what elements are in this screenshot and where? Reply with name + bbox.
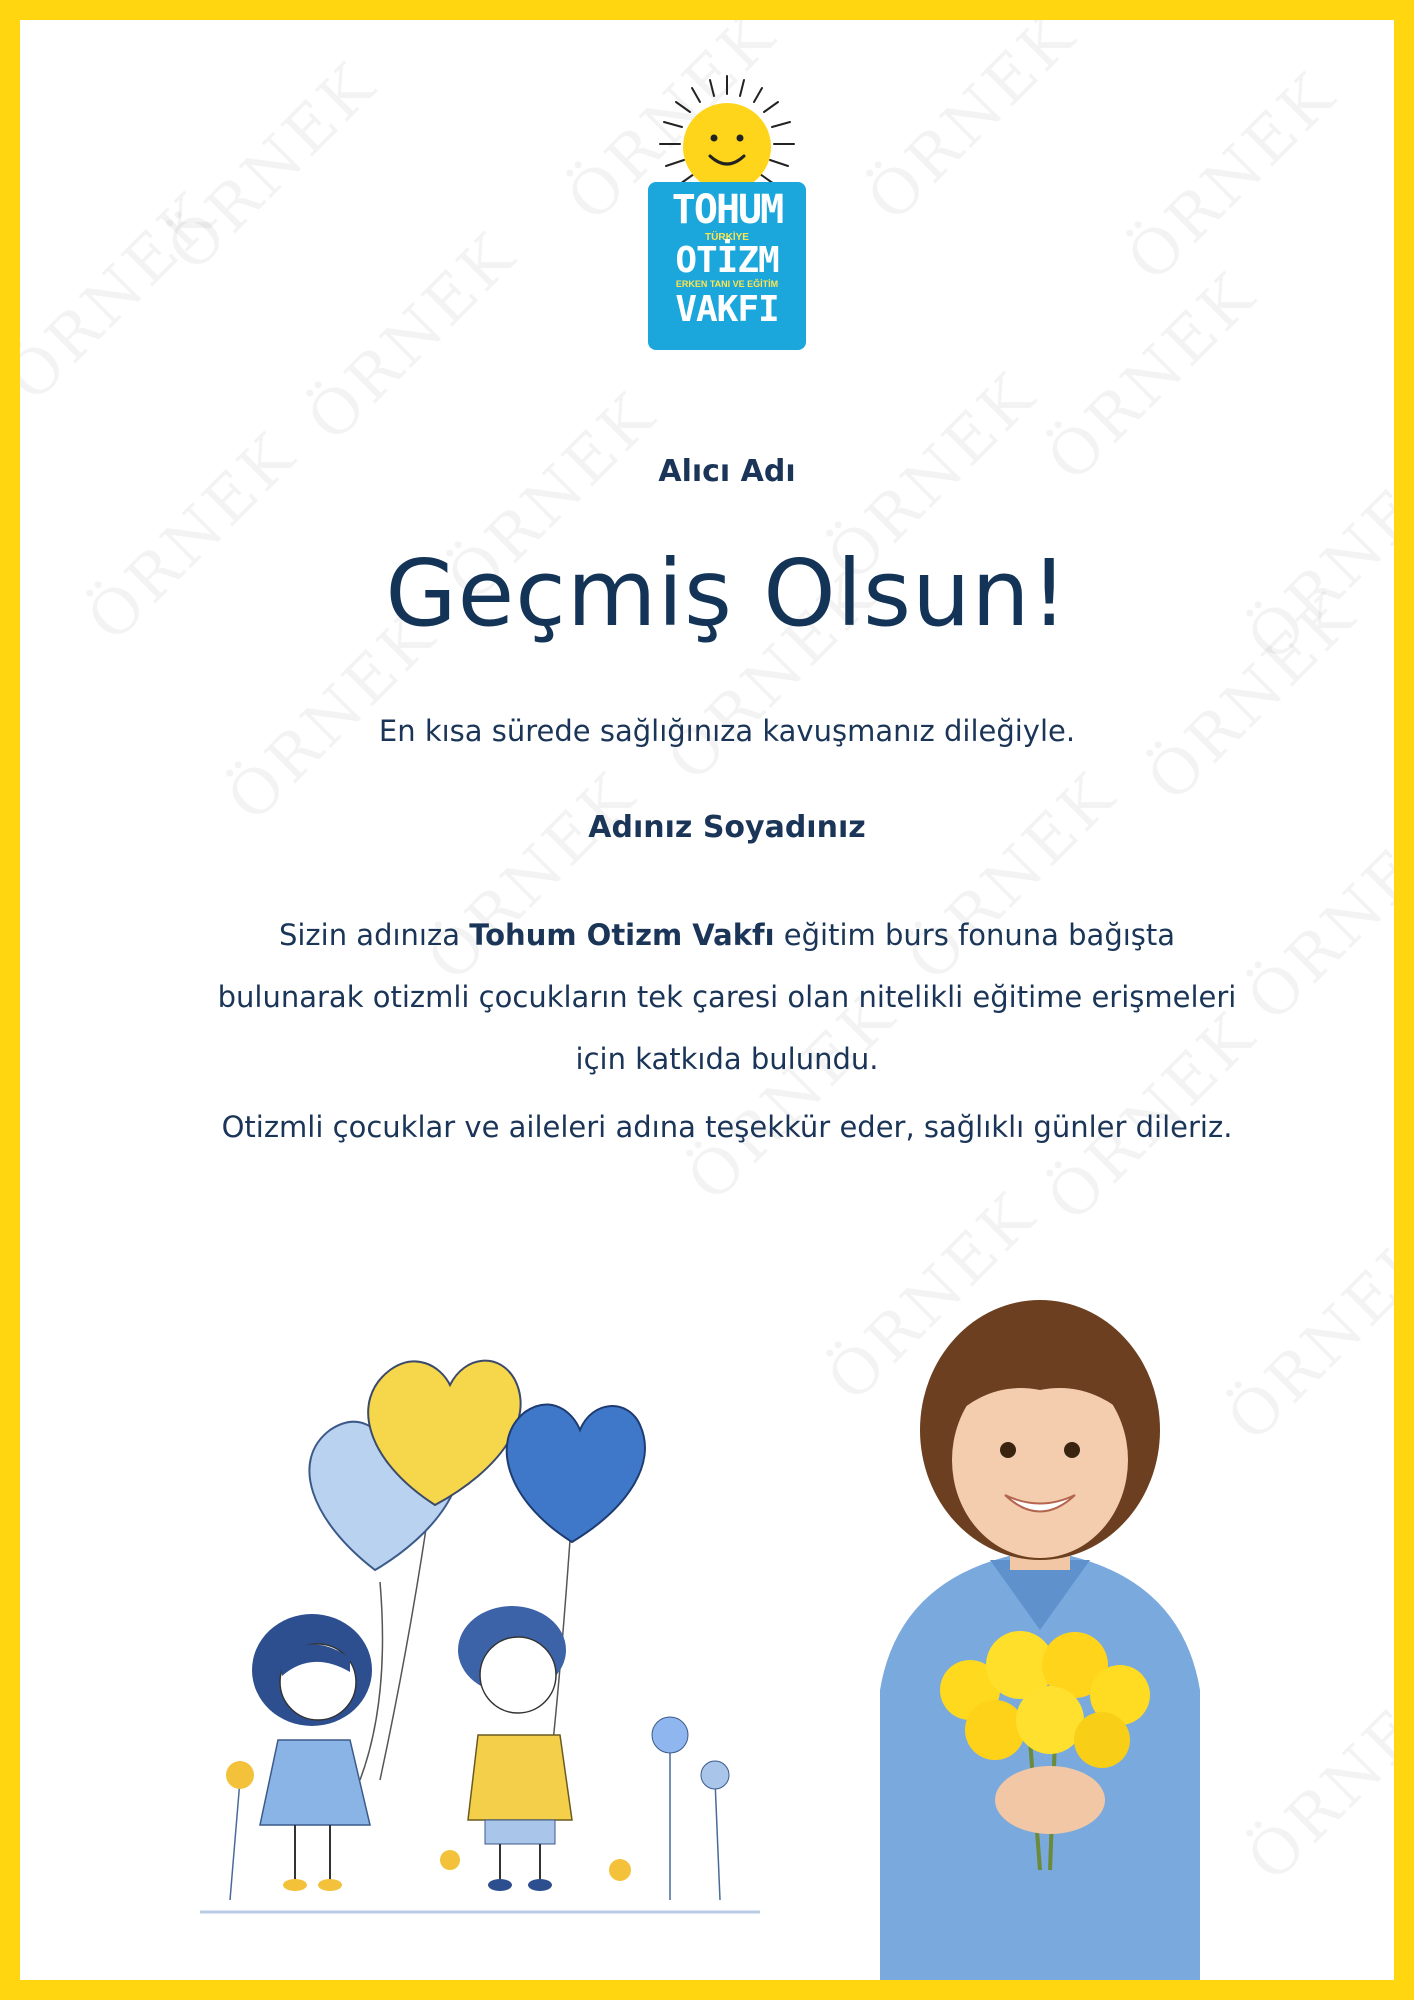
foundation-logo (644, 72, 810, 352)
closing-text: Otizmli çocuklar ve aileleri adına teşekkür eder, sağlıklı günler dileriz. (221, 1110, 1233, 1144)
watermark-text (853, 20, 1091, 235)
wish-text: En kısa sürede sağlığınıza kavuşmanız dileğiyle. (378, 714, 1076, 748)
body-part-2: eğitim burs fonuna bağışta bulunarak otizmli çocukların tek çaresi olan nitelikli eğitime erişmeleri için katkıda bulundu. (217, 918, 1237, 1076)
body-part-1: Sizin adınıza (278, 918, 470, 952)
logo-line-1: TOHUM (671, 187, 783, 233)
children-balloons-illustration (200, 1320, 840, 1960)
sun-icon (650, 72, 804, 192)
watermark-text (293, 218, 531, 456)
logo-line-2: OTİZM (675, 240, 779, 281)
girl-figure (252, 1614, 372, 1891)
logo-sub-1: TÜRKİYE (705, 232, 749, 243)
body-paragraph (210, 904, 1244, 1090)
watermark-text (1233, 1658, 1394, 1896)
logo-line-3: VAKFI (675, 289, 779, 330)
logo-sub-2: ERKEN TANI VE EĞİTİM (675, 279, 779, 289)
donor-name: Adınız Soyadınız (588, 810, 866, 845)
child-with-flowers-photo (840, 1270, 1240, 2000)
balloon-blue (507, 1405, 645, 1542)
recipient-name: Alıcı Adı (658, 454, 796, 489)
watermark-text (1113, 58, 1351, 296)
watermark-text (20, 178, 231, 416)
boy-figure (458, 1606, 572, 1891)
watermark-text (153, 48, 391, 286)
logo-badge (648, 182, 806, 350)
foundation-name: Tohum Otizm Vakfı (469, 918, 775, 952)
card-title: Geçmiş Olsun! (385, 540, 1069, 647)
